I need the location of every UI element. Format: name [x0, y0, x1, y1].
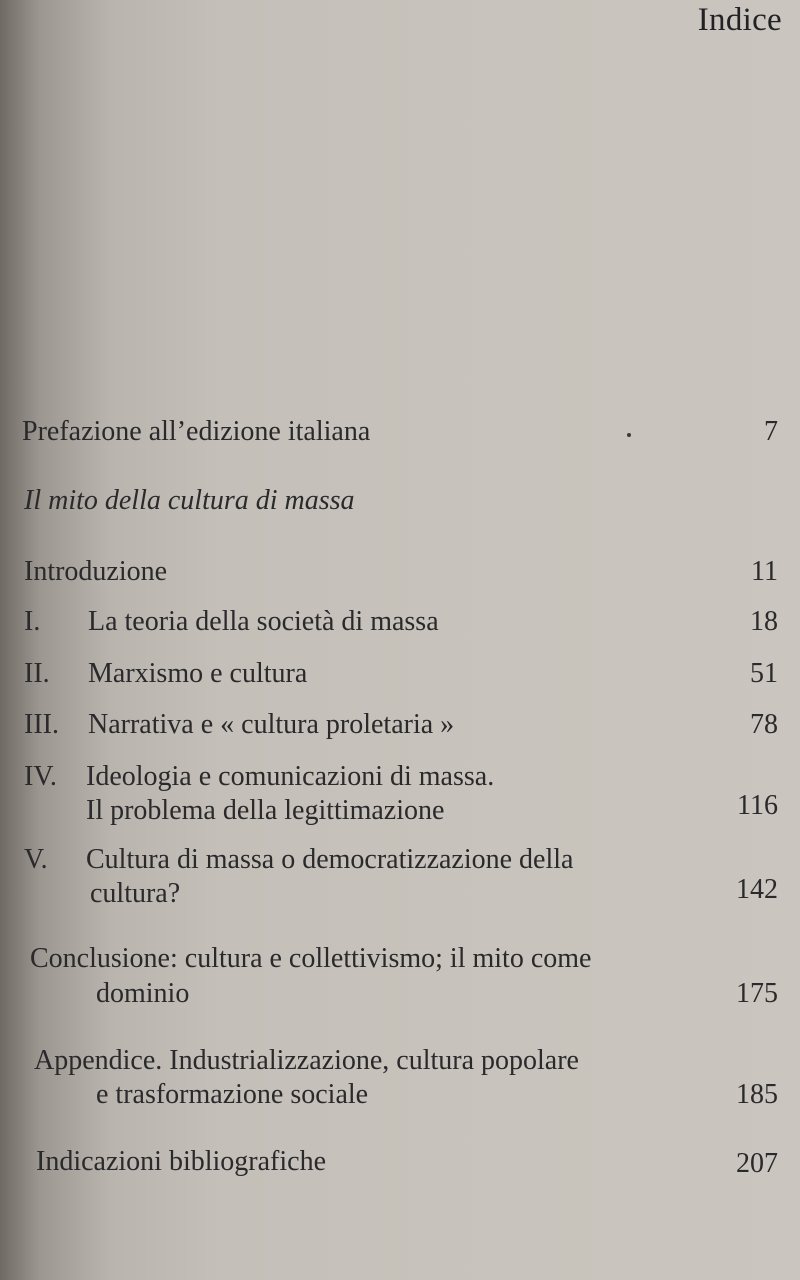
chapter-title-line-2: Il problema della legittimazione	[86, 795, 445, 826]
toc-entry-chapter-2	[24, 657, 307, 691]
chapter-title-line-1: Cultura di massa o democratizzazione della	[86, 844, 574, 875]
toc-page-number: 78	[750, 709, 778, 740]
toc-entry-conclusion-line-2: dominio	[96, 978, 190, 1009]
toc-entry-appendix-line-2: e trasformazione sociale	[96, 1079, 369, 1110]
toc-page-number: 142	[736, 874, 778, 905]
page-title: Indice	[697, 2, 782, 38]
toc-page-number: 11	[751, 556, 778, 587]
chapter-numeral: II.	[24, 658, 50, 689]
chapter-title-line-2: cultura?	[90, 878, 181, 909]
stray-dot	[627, 433, 631, 437]
toc-page-number: 18	[750, 606, 778, 637]
toc-page-number: 207	[736, 1148, 778, 1179]
toc-entry-chapter-4	[24, 760, 494, 794]
chapter-numeral: IV.	[24, 761, 57, 792]
chapter-numeral: I.	[24, 606, 41, 637]
toc-page-number: 175	[736, 978, 778, 1009]
chapter-numeral: III.	[24, 709, 59, 740]
chapter-title: La teoria della società di massa	[88, 606, 439, 637]
toc-entry-bibliography: Indicazioni bibliografiche	[36, 1146, 326, 1177]
toc-entry-conclusion: Conclusione: cultura e collettivismo; il mito come	[30, 943, 592, 974]
chapter-title: Marxismo e cultura	[88, 658, 308, 689]
toc-page-number: 7	[764, 416, 778, 447]
toc-entry-chapter-5	[24, 843, 573, 877]
toc-section-heading: Il mito della cultura di massa	[24, 485, 355, 516]
toc-entry-preface: Prefazione all’edizione italiana	[22, 416, 371, 447]
chapter-title-line-1: Ideologia e comunicazioni di massa.	[86, 761, 495, 792]
chapter-title: Narrativa e « cultura proletaria »	[88, 709, 455, 740]
toc-entry-chapter-3	[24, 708, 454, 742]
toc-entry-appendix: Appendice. Industrializzazione, cultura popolare	[34, 1045, 579, 1076]
toc-page-number: 116	[737, 790, 778, 821]
toc-page-number: 185	[736, 1079, 778, 1110]
toc-entry-chapter-1	[24, 605, 439, 639]
toc-entry-introduction: Introduzione	[24, 556, 168, 587]
chapter-numeral: V.	[24, 844, 48, 875]
toc-page-number: 51	[750, 658, 778, 689]
